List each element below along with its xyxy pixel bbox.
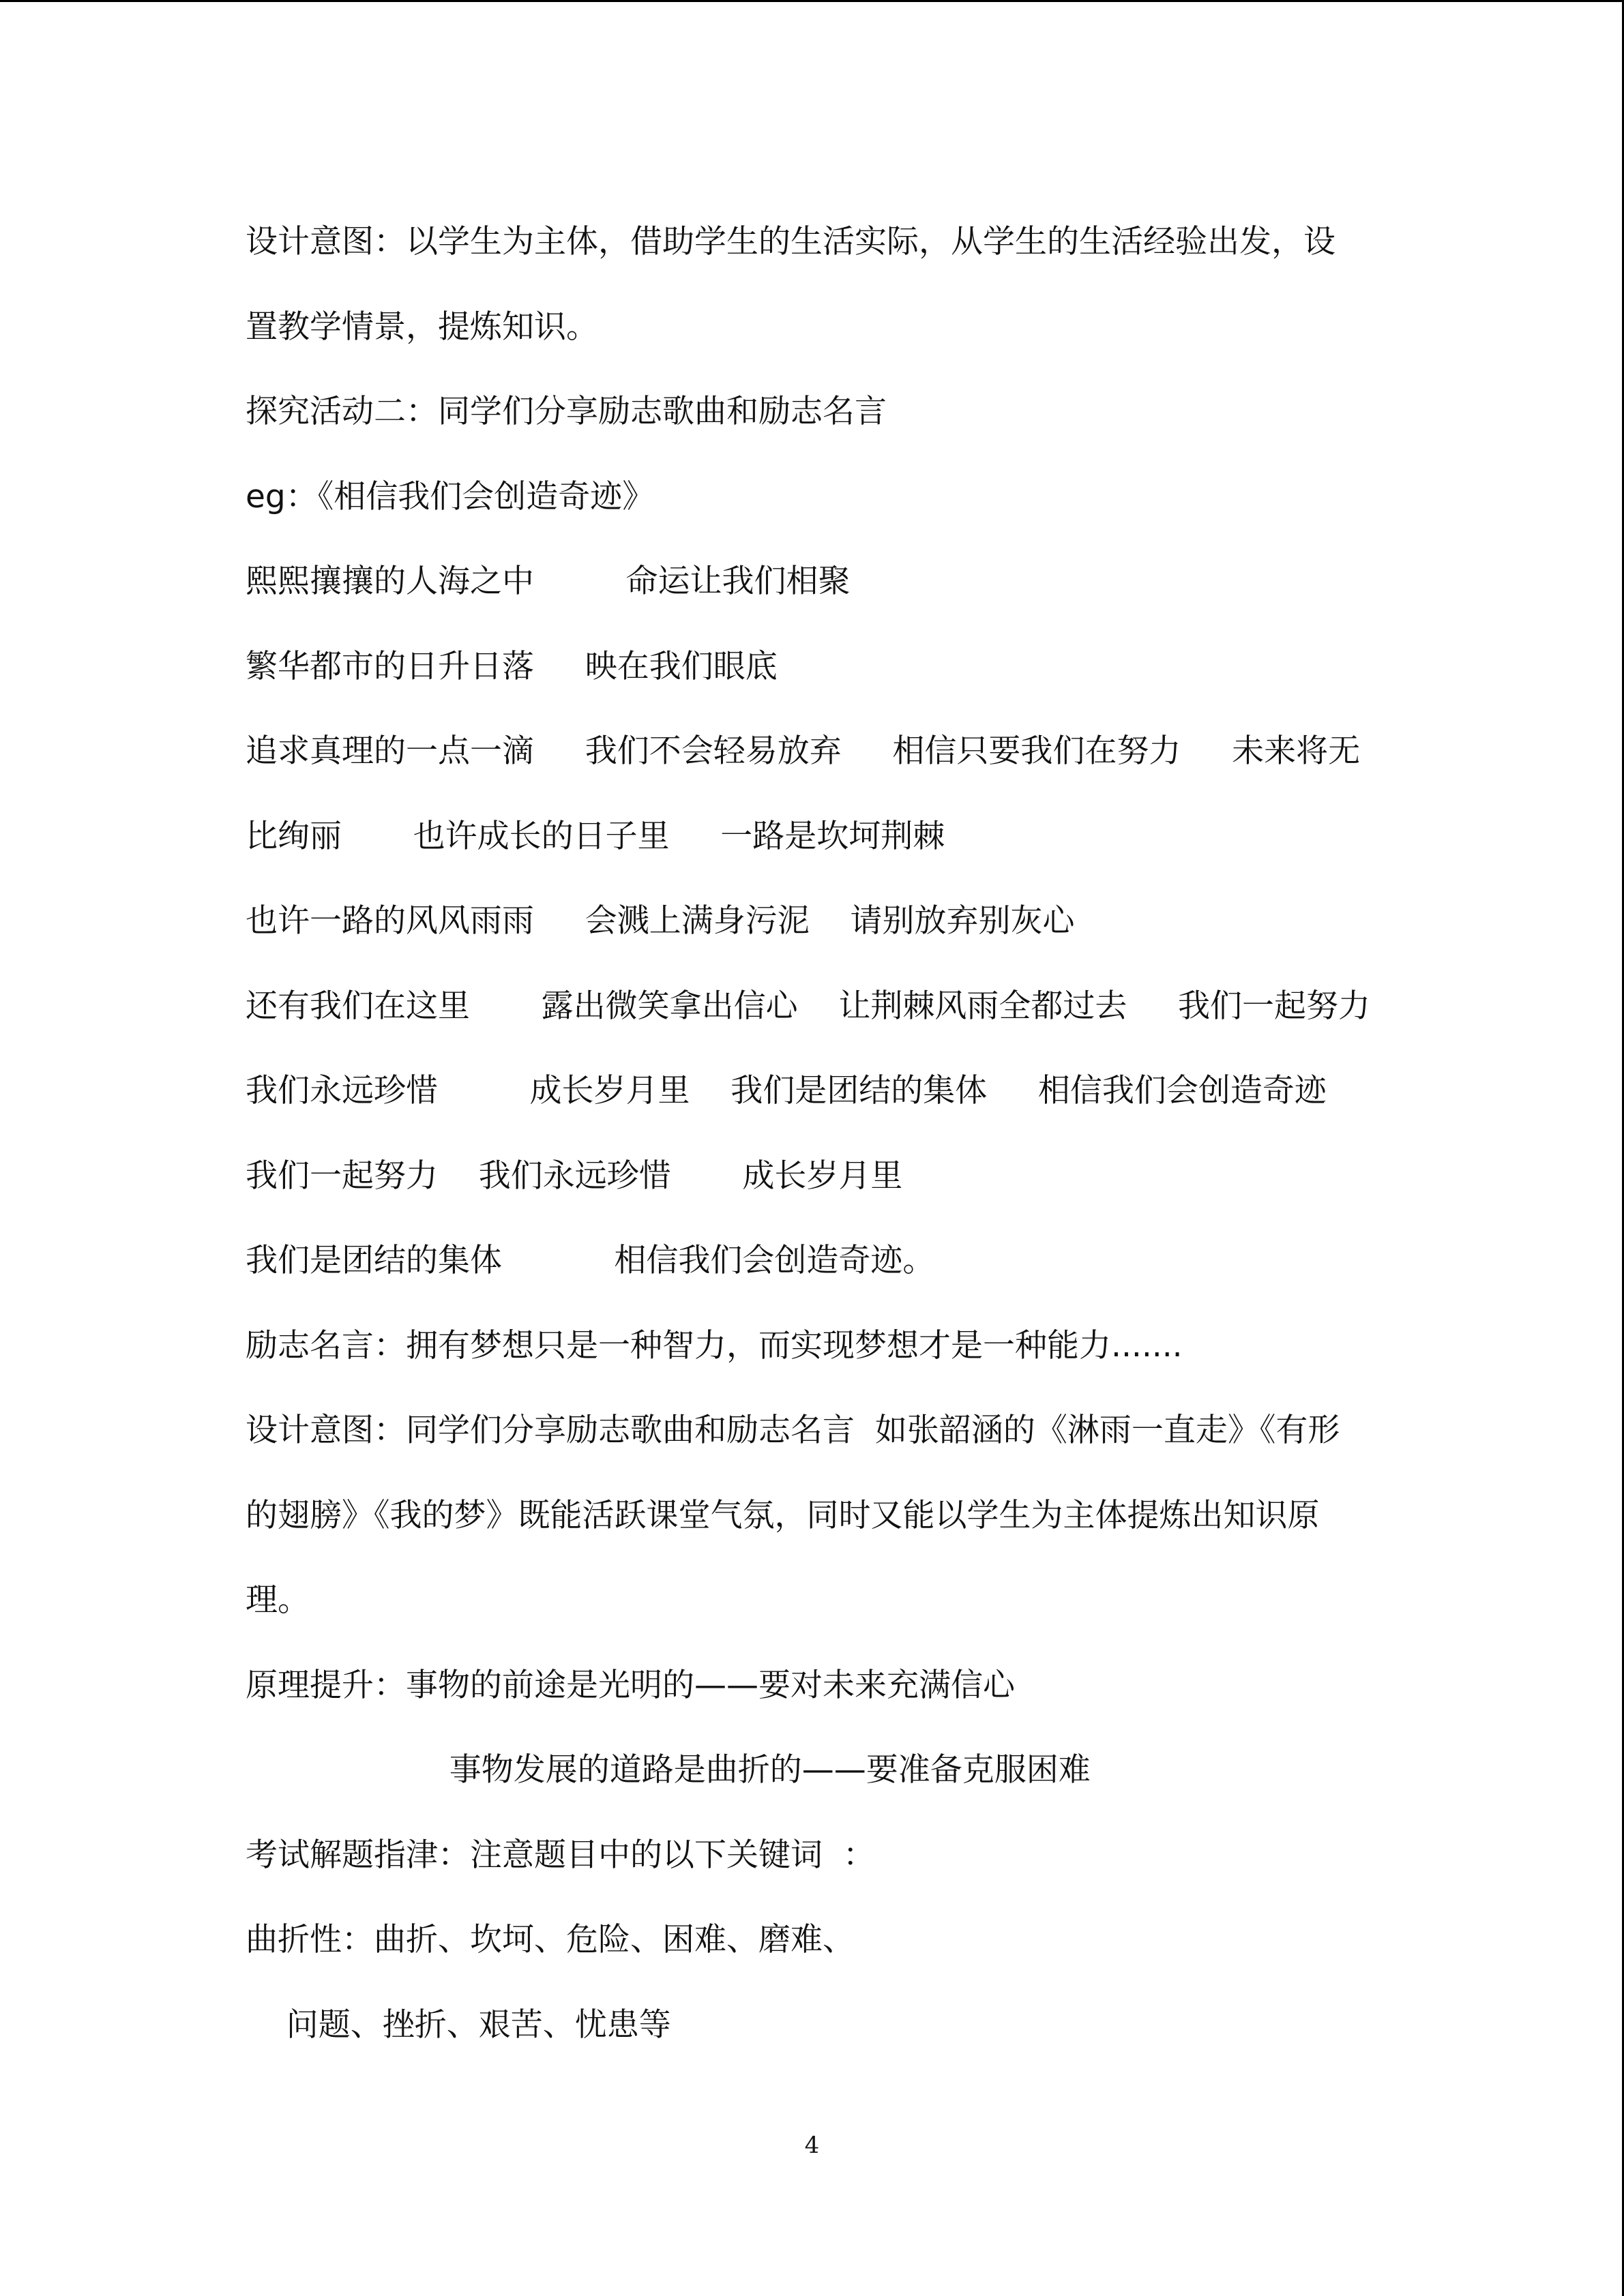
text-line: 励志名言：拥有梦想只是一种智力，而实现梦想才是一种能力....... — [246, 1327, 1183, 1365]
text-line: 的翅膀》《我的梦》既能活跃课堂气氛，同时又能以学生为主体提炼出知识原 — [246, 1497, 1320, 1534]
text-line: 置教学情景，提炼知识。 — [246, 308, 598, 346]
text-line: 曲折性：曲折、坎坷、危险、困难、磨难、 — [246, 1921, 855, 1958]
text-line: 探究活动二：同学们分享励志歌曲和励志名言 — [246, 393, 887, 430]
text-line: 考试解题指津：注意题目中的以下关键词 ： — [246, 1836, 875, 1874]
text-line: eg：《相信我们会创造奇迹》 — [246, 478, 655, 516]
text-line: 原理提升：事物的前途是光明的——要对未来充满信心 — [246, 1667, 1015, 1704]
text-line: 追求真理的一点一滴 我们不会轻易放弃 相信只要我们在努力 未来将无 — [246, 732, 1361, 770]
text-line: 也许一路的风风雨雨 会溅上满身污泥 请别放弃别灰心 — [246, 902, 1075, 940]
page-number: 4 — [804, 2132, 820, 2159]
text-line: 熙熙攘攘的人海之中 命运让我们相聚 — [246, 563, 851, 600]
text-line: 我们是团结的集体 相信我们会创造奇迹。 — [246, 1242, 935, 1279]
page-top-border — [0, 0, 1624, 2]
text-line: 事物发展的道路是曲折的——要准备克服困难 — [246, 1751, 1091, 1789]
text-line: 设计意图：同学们分享励志歌曲和励志名言 如张韶涵的《淋雨一直走》《有形 — [246, 1412, 1340, 1449]
text-line: 我们永远珍惜 成长岁月里 我们是团结的集体 相信我们会创造奇迹 — [246, 1072, 1327, 1109]
text-line: 我们一起努力 我们永远珍惜 成长岁月里 — [246, 1157, 903, 1195]
text-line: 繁华都市的日升日落 映在我们眼底 — [246, 648, 778, 685]
text-line: 问题、挫折、艰苦、忧患等 — [246, 2006, 671, 2044]
text-line: 理。 — [246, 1581, 310, 1619]
text-line: 设计意图：以学生为主体，借助学生的生活实际，从学生的生活经验出发，设 — [246, 223, 1335, 260]
text-line: 比绚丽 也许成长的日子里 一路是坎坷荆棘 — [246, 818, 945, 855]
text-line: 还有我们在这里 露出微笑拿出信心 让荆棘风雨全都过去 我们一起努力 — [246, 987, 1371, 1025]
